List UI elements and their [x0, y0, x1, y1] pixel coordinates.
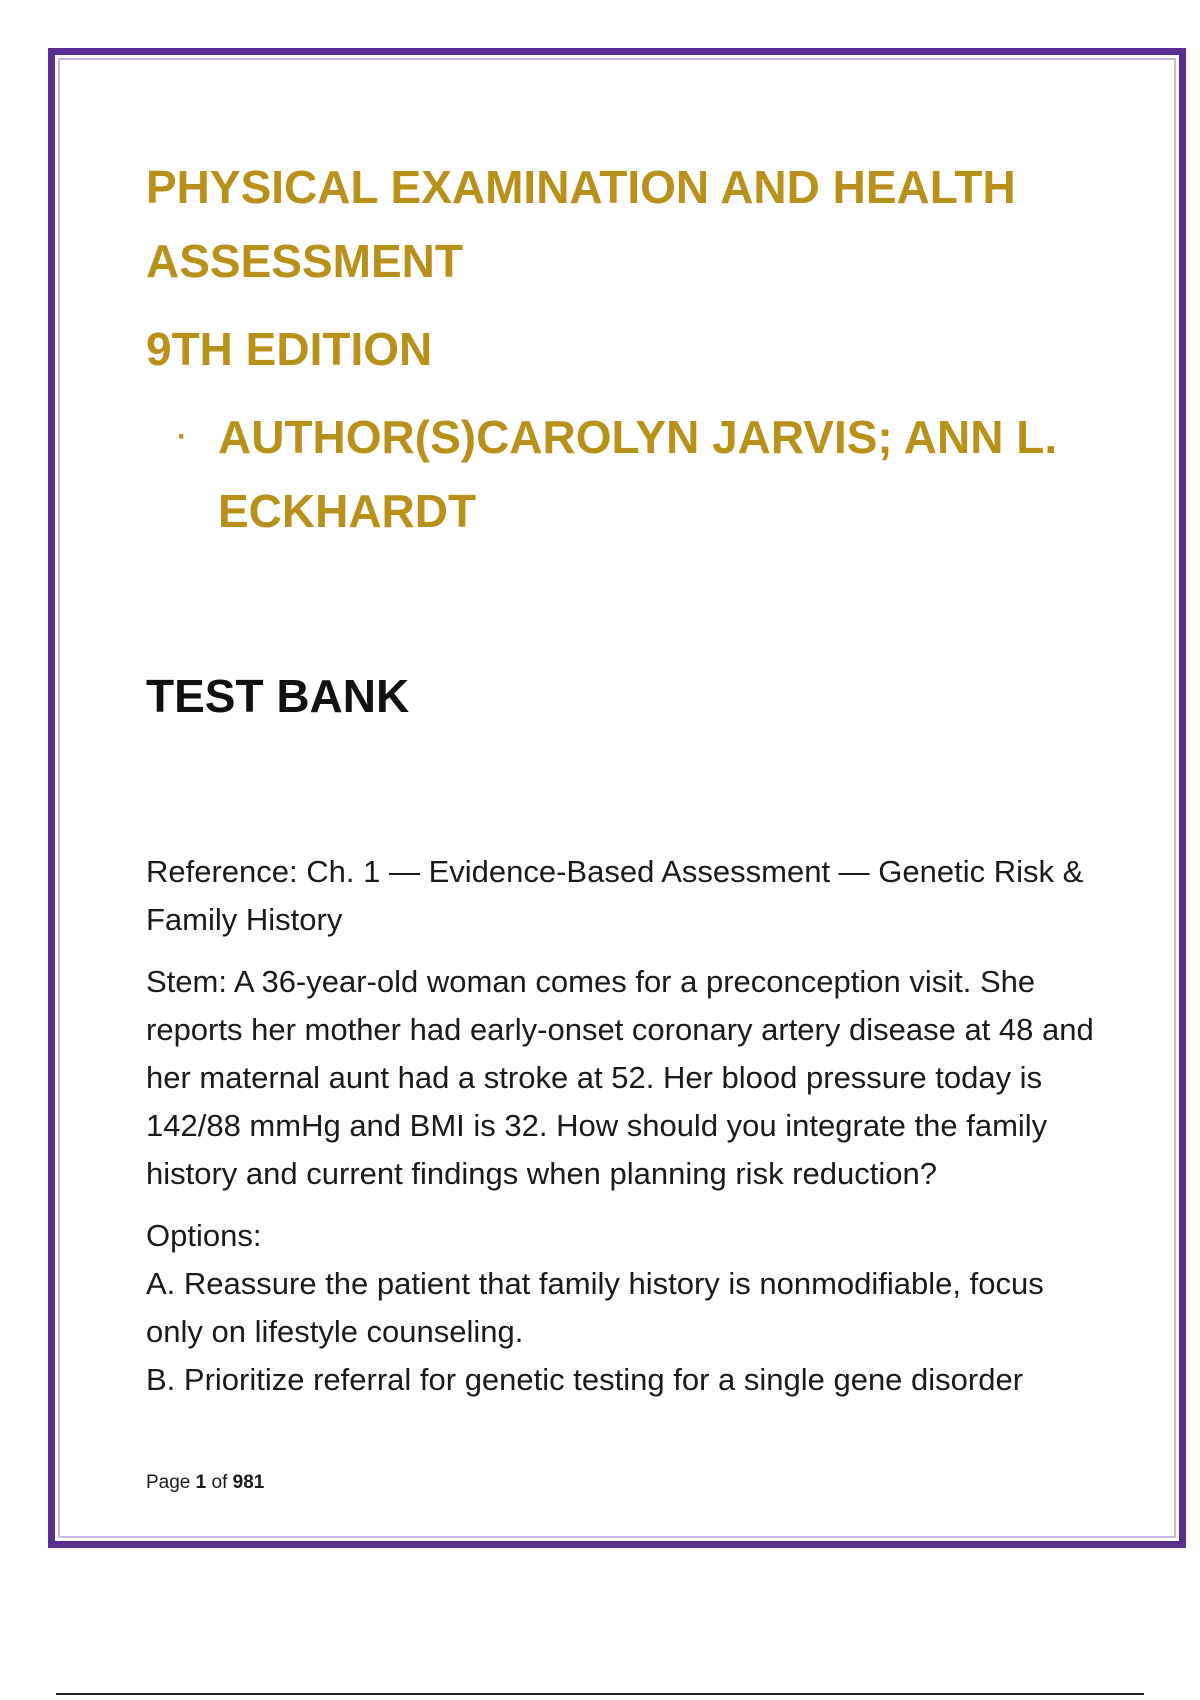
bottom-divider: [56, 1693, 1144, 1695]
option-b: B. Prioritize referral for genetic testing for a single gene disorder: [146, 1362, 1024, 1397]
option-a: A. Reassure the patient that family history is nonmodifiable, focus only on lifestyle counseling.: [146, 1266, 1044, 1349]
section-heading: TEST BANK: [146, 670, 410, 722]
edition-label: 9TH EDITION: [146, 323, 433, 375]
bullet-icon: ·: [177, 420, 187, 453]
question-stem: Stem: A 36-year-old woman comes for a preconception visit. She reports her mother had early-onset coronary artery disease at 48 and her maternal aunt had a stroke at 52. Her blood pressure today is 142/88 mmHg and BMI is 32. How should you integrate the family history and current findings when planning risk reduction?: [146, 964, 1094, 1191]
page-of: of: [211, 1472, 228, 1493]
page-number: [146, 1472, 264, 1494]
options-label: Options:: [146, 1218, 262, 1253]
author-names: AUTHOR(S)CAROLYN JARVIS; ANN L. ECKHARDT: [218, 411, 1058, 537]
total-pages: 981: [232, 1472, 265, 1493]
book-title: PHYSICAL EXAMINATION AND HEALTH ASSESSMENT: [146, 161, 1016, 287]
current-page: 1: [195, 1472, 207, 1493]
author-list-item: [146, 400, 1101, 548]
question-reference: Reference: Ch. 1 — Evidence-Based Assessment — Genetic Risk & Family History: [146, 854, 1084, 937]
page-prefix: Page: [146, 1472, 191, 1493]
page-content: [146, 150, 1101, 1404]
